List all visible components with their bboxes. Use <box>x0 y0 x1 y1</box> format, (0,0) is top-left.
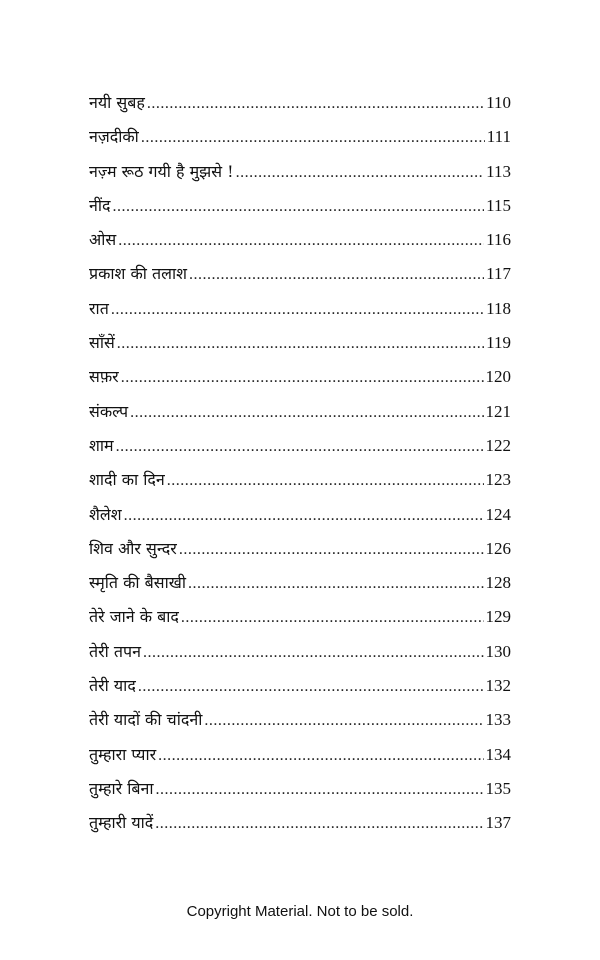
toc-entry-title: नींद <box>89 195 111 215</box>
toc-entry-title: शादी का दिन <box>89 470 165 490</box>
toc-entry-title: प्रकाश की तलाश <box>89 264 188 284</box>
toc-entry-page-number: 134 <box>485 744 511 764</box>
toc-entry-title: स्मृति की बैसाखी <box>89 573 186 593</box>
dot-leader <box>130 396 483 430</box>
toc-entry <box>89 326 511 360</box>
dot-leader <box>141 121 485 155</box>
toc-entry <box>89 257 511 291</box>
toc-entry-page-number: 110 <box>486 93 511 112</box>
toc-entry-title: नज़दीकी <box>89 127 139 147</box>
toc-entry <box>89 360 511 394</box>
toc-entry <box>89 189 511 223</box>
dot-leader <box>116 430 484 464</box>
toc-entry-page-number: 123 <box>485 470 511 490</box>
toc-entry-title: तेरी तपन <box>89 641 141 661</box>
toc-entry-title: तेरी याद <box>89 676 136 696</box>
toc-entry-title: नज़्म रूठ गयी है मुझसे ! <box>89 161 234 181</box>
toc-entry-page-number: 116 <box>486 230 511 250</box>
dot-leader <box>156 773 484 807</box>
toc-entry <box>89 669 511 703</box>
toc-entry <box>89 429 511 463</box>
dot-leader <box>124 499 484 533</box>
copyright-notice: Copyright Material. Not to be sold. <box>186 903 414 920</box>
dot-leader <box>121 361 484 395</box>
toc-entry-page-number: 122 <box>485 435 511 455</box>
toc-entry <box>89 772 511 806</box>
table-of-contents <box>89 86 511 841</box>
toc-entry-page-number: 133 <box>485 710 511 730</box>
toc-entry-page-number: 118 <box>486 298 511 318</box>
toc-entry-page-number: 124 <box>485 504 511 524</box>
toc-entry <box>89 566 511 600</box>
toc-entry-title: शिव और सुन्दर <box>89 538 177 558</box>
dot-leader <box>143 636 484 670</box>
toc-entry <box>89 292 511 326</box>
dot-leader <box>204 704 483 738</box>
toc-entry <box>89 532 511 566</box>
toc-entry-title: साँसें <box>89 333 115 353</box>
dot-leader <box>189 258 484 292</box>
toc-entry-title: संकल्प <box>89 401 129 421</box>
dot-leader <box>147 87 484 121</box>
toc-entry <box>89 703 511 737</box>
toc-entry-page-number: 126 <box>485 538 511 558</box>
toc-entry-page-number: 117 <box>486 264 511 284</box>
toc-entry-title: सफ़र <box>89 367 119 387</box>
dot-leader <box>179 533 484 567</box>
toc-entry-title: शैलेश <box>89 504 122 524</box>
dot-leader <box>138 670 484 704</box>
toc-entry-title: तुम्हारी यादें <box>89 813 154 833</box>
toc-entry-page-number: 119 <box>486 333 511 353</box>
dot-leader <box>158 739 483 773</box>
toc-entry-title: रात <box>89 298 109 318</box>
toc-entry-page-number: 121 <box>485 401 511 421</box>
dot-leader <box>155 807 483 841</box>
toc-entry-page-number: 135 <box>485 778 511 798</box>
dot-leader <box>113 190 485 224</box>
toc-entry-page-number: 120 <box>485 367 511 387</box>
toc-entry-page-number: 137 <box>485 813 511 833</box>
toc-entry-title: ओस <box>89 230 117 250</box>
toc-entry-title: तुम्हारा प्यार <box>89 744 157 764</box>
toc-entry-page-number: 130 <box>485 641 511 661</box>
toc-entry-page-number: 128 <box>485 573 511 593</box>
toc-entry <box>89 155 511 189</box>
toc-entry-page-number: 115 <box>486 195 511 215</box>
dot-leader <box>236 156 485 190</box>
toc-entry-page-number: 129 <box>485 607 511 627</box>
toc-entry-title: तुम्हारे बिना <box>89 778 154 798</box>
toc-entry-title: तेरी यादों की चांदनी <box>89 710 203 730</box>
dot-leader <box>181 601 484 635</box>
toc-entry <box>89 463 511 497</box>
toc-entry <box>89 600 511 634</box>
toc-entry <box>89 395 511 429</box>
toc-entry <box>89 223 511 257</box>
toc-entry <box>89 738 511 772</box>
toc-entry <box>89 498 511 532</box>
toc-entry <box>89 120 511 154</box>
toc-entry-title: नयी सुबह <box>89 93 145 112</box>
toc-entry-page-number: 111 <box>486 127 511 147</box>
toc-entry-page-number: 132 <box>485 676 511 696</box>
dot-leader <box>118 224 484 258</box>
toc-entry <box>89 86 511 120</box>
toc-entry-page-number: 113 <box>486 161 511 181</box>
toc-entry <box>89 806 511 840</box>
dot-leader <box>167 464 484 498</box>
toc-entry-title: शाम <box>89 435 114 455</box>
dot-leader <box>188 567 484 601</box>
toc-entry-title: तेरे जाने के बाद <box>89 607 179 627</box>
dot-leader <box>117 327 484 361</box>
dot-leader <box>111 293 484 327</box>
toc-entry <box>89 635 511 669</box>
